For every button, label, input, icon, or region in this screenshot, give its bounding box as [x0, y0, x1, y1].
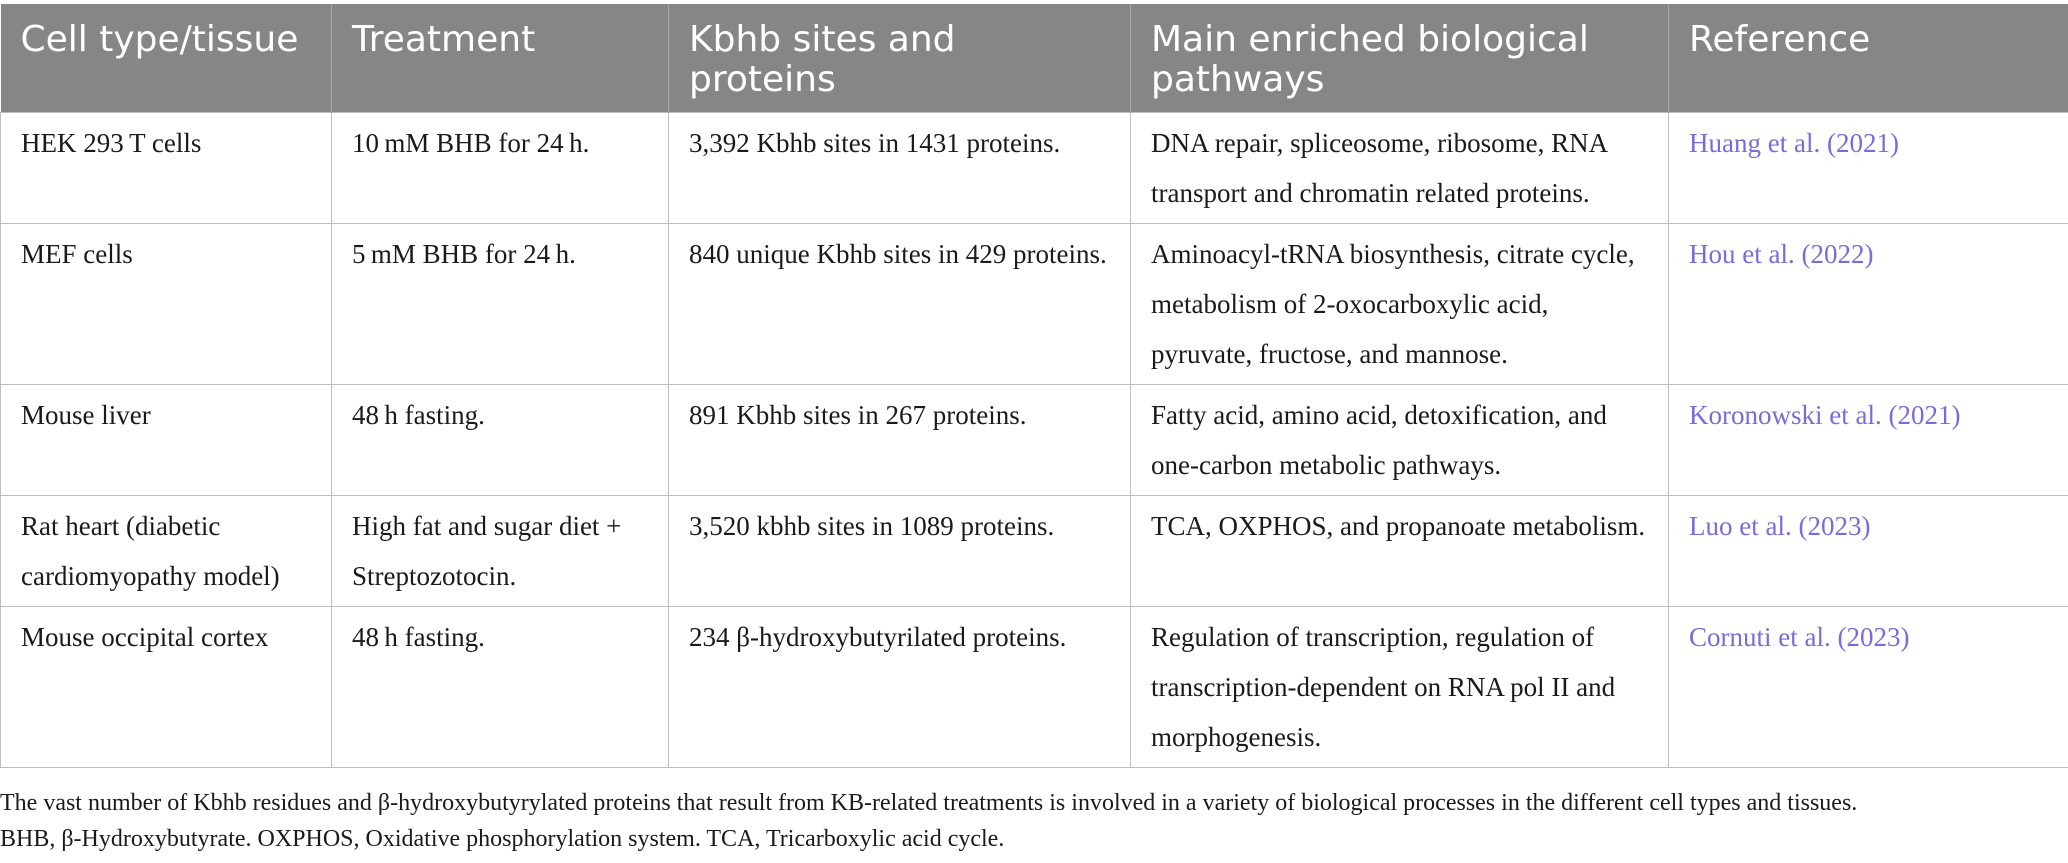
table-row — [1, 496, 2068, 607]
reference-link[interactable]: Luo et al. (2023) — [1689, 511, 1871, 541]
cell-type: HEK 293 T cells — [1, 113, 332, 224]
table-row — [1, 385, 2068, 496]
cell-type: Mouse occipital cortex — [1, 607, 332, 768]
cell-type: Mouse liver — [1, 385, 332, 496]
treatment: 10 mM BHB for 24 h. — [332, 113, 669, 224]
kbhb-sites: 840 unique Kbhb sites in 429 proteins. — [669, 224, 1131, 385]
reference-link[interactable]: Koronowski et al. (2021) — [1689, 400, 1961, 430]
footnote-line-1: The vast number of Kbhb residues and β-hydroxybutyrylated proteins that result from KB-related treatments is involved in a variety of biological processes in the different cell types and tissues. — [0, 790, 1858, 816]
reference-link[interactable]: Cornuti et al. (2023) — [1689, 622, 1910, 652]
table-header-row — [1, 4, 2068, 113]
kbhb-sites: 3,520 kbhb sites in 1089 proteins. — [669, 496, 1131, 607]
table-footnote — [0, 785, 2068, 857]
table-row — [1, 113, 2068, 224]
footnote-line-2: BHB, β-Hydroxybutyrate. OXPHOS, Oxidative phosphorylation system. TCA, Tricarboxylic acid cycle. — [0, 826, 1005, 852]
pathways: TCA, OXPHOS, and propanoate metabolism. — [1131, 496, 1669, 607]
cell-type: MEF cells — [1, 224, 332, 385]
treatment: 5 mM BHB for 24 h. — [332, 224, 669, 385]
pathways: Fatty acid, amino acid, detoxification, and one-carbon metabolic pathways. — [1131, 385, 1669, 496]
kbhb-sites: 891 Kbhb sites in 267 proteins. — [669, 385, 1131, 496]
header-pathways: Main enriched biological pathways — [1131, 4, 1669, 113]
header-cell-type: Cell type/tissue — [1, 4, 332, 113]
reference-cell — [1669, 224, 2068, 385]
treatment: 48 h fasting. — [332, 607, 669, 768]
kbhb-sites: 3,392 Kbhb sites in 1431 proteins. — [669, 113, 1131, 224]
pathways: Regulation of transcription, regulation of transcription-dependent on RNA pol II and morphogenesis. — [1131, 607, 1669, 768]
reference-cell — [1669, 385, 2068, 496]
header-kbhb-sites: Kbhb sites and proteins — [669, 4, 1131, 113]
cell-type: Rat heart (diabetic cardiomyopathy model) — [1, 496, 332, 607]
treatment: 48 h fasting. — [332, 385, 669, 496]
header-treatment: Treatment — [332, 4, 669, 113]
pathways: DNA repair, spliceosome, ribosome, RNA transport and chromatin related proteins. — [1131, 113, 1669, 224]
table-row — [1, 224, 2068, 385]
reference-cell — [1669, 496, 2068, 607]
reference-cell — [1669, 607, 2068, 768]
header-reference: Reference — [1669, 4, 2068, 113]
treatment: High fat and sugar diet + Streptozotocin. — [332, 496, 669, 607]
table-row — [1, 607, 2068, 768]
reference-cell — [1669, 113, 2068, 224]
reference-link[interactable]: Huang et al. (2021) — [1689, 128, 1899, 158]
kbhb-sites: 234 β-hydroxybutyrilated proteins. — [669, 607, 1131, 768]
kbhb-table — [0, 4, 2068, 768]
pathways: Aminoacyl-tRNA biosynthesis, citrate cycle, metabolism of 2-oxocarboxylic acid, pyruvate, fructose, and mannose. — [1131, 224, 1669, 385]
reference-link[interactable]: Hou et al. (2022) — [1689, 239, 1874, 269]
